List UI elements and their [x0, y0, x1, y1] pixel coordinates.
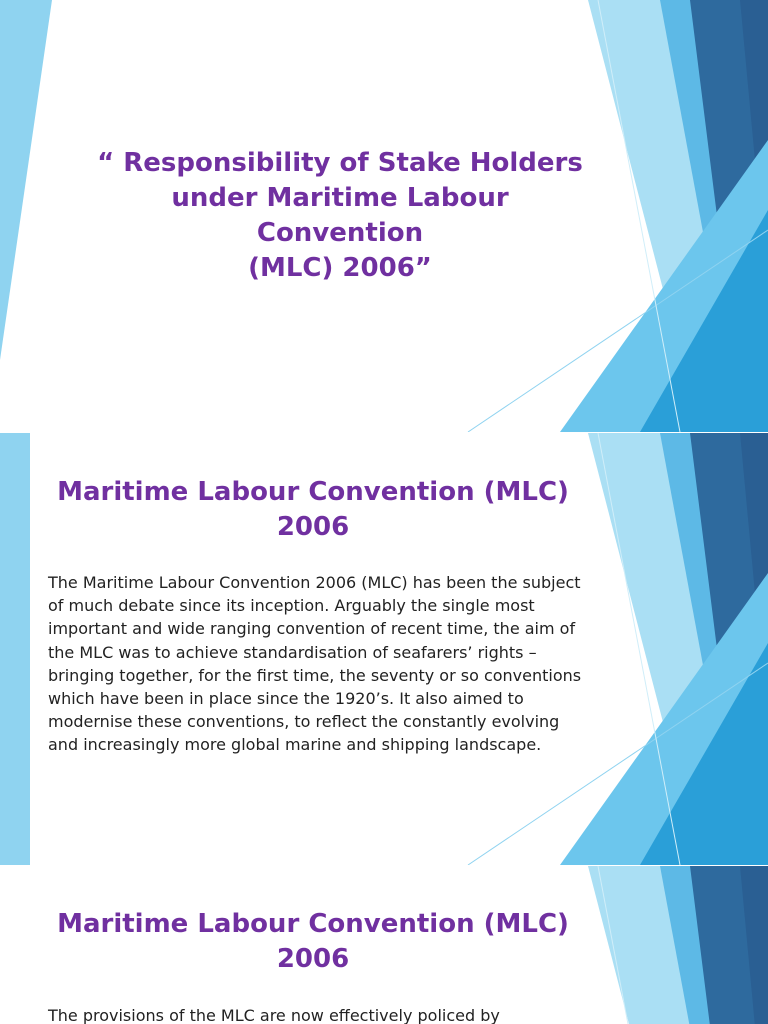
- slide-body-text: The Maritime Labour Convention 2006 (MLC) has been the subject of much debate since its inception. Arguably the single most important and wide ranging convention of recent time, the aim of the MLC was to achieve standardisation of seafarers’ rights – bringing together, for the first time, the seventy or so conventions which have been in place since the 1920’s. It also aimed to modernise these conventions, to reflect the constantly evolving and increasingly more global marine and shipping landscape.: [48, 573, 582, 755]
- slide-body-text: The provisions of the MLC are now effectively policed by: [48, 1006, 500, 1024]
- slide-2: [0, 433, 768, 865]
- slide-title: Maritime Labour Convention (MLC) 2006: [57, 477, 569, 542]
- slide-title: “ Responsibility of Stake Holders under Maritime Labour Convention (MLC) 2006”: [97, 148, 583, 283]
- slide-1: [0, 0, 768, 432]
- slide-title: Maritime Labour Convention (MLC) 2006: [57, 909, 569, 974]
- slide-3: [0, 866, 768, 1024]
